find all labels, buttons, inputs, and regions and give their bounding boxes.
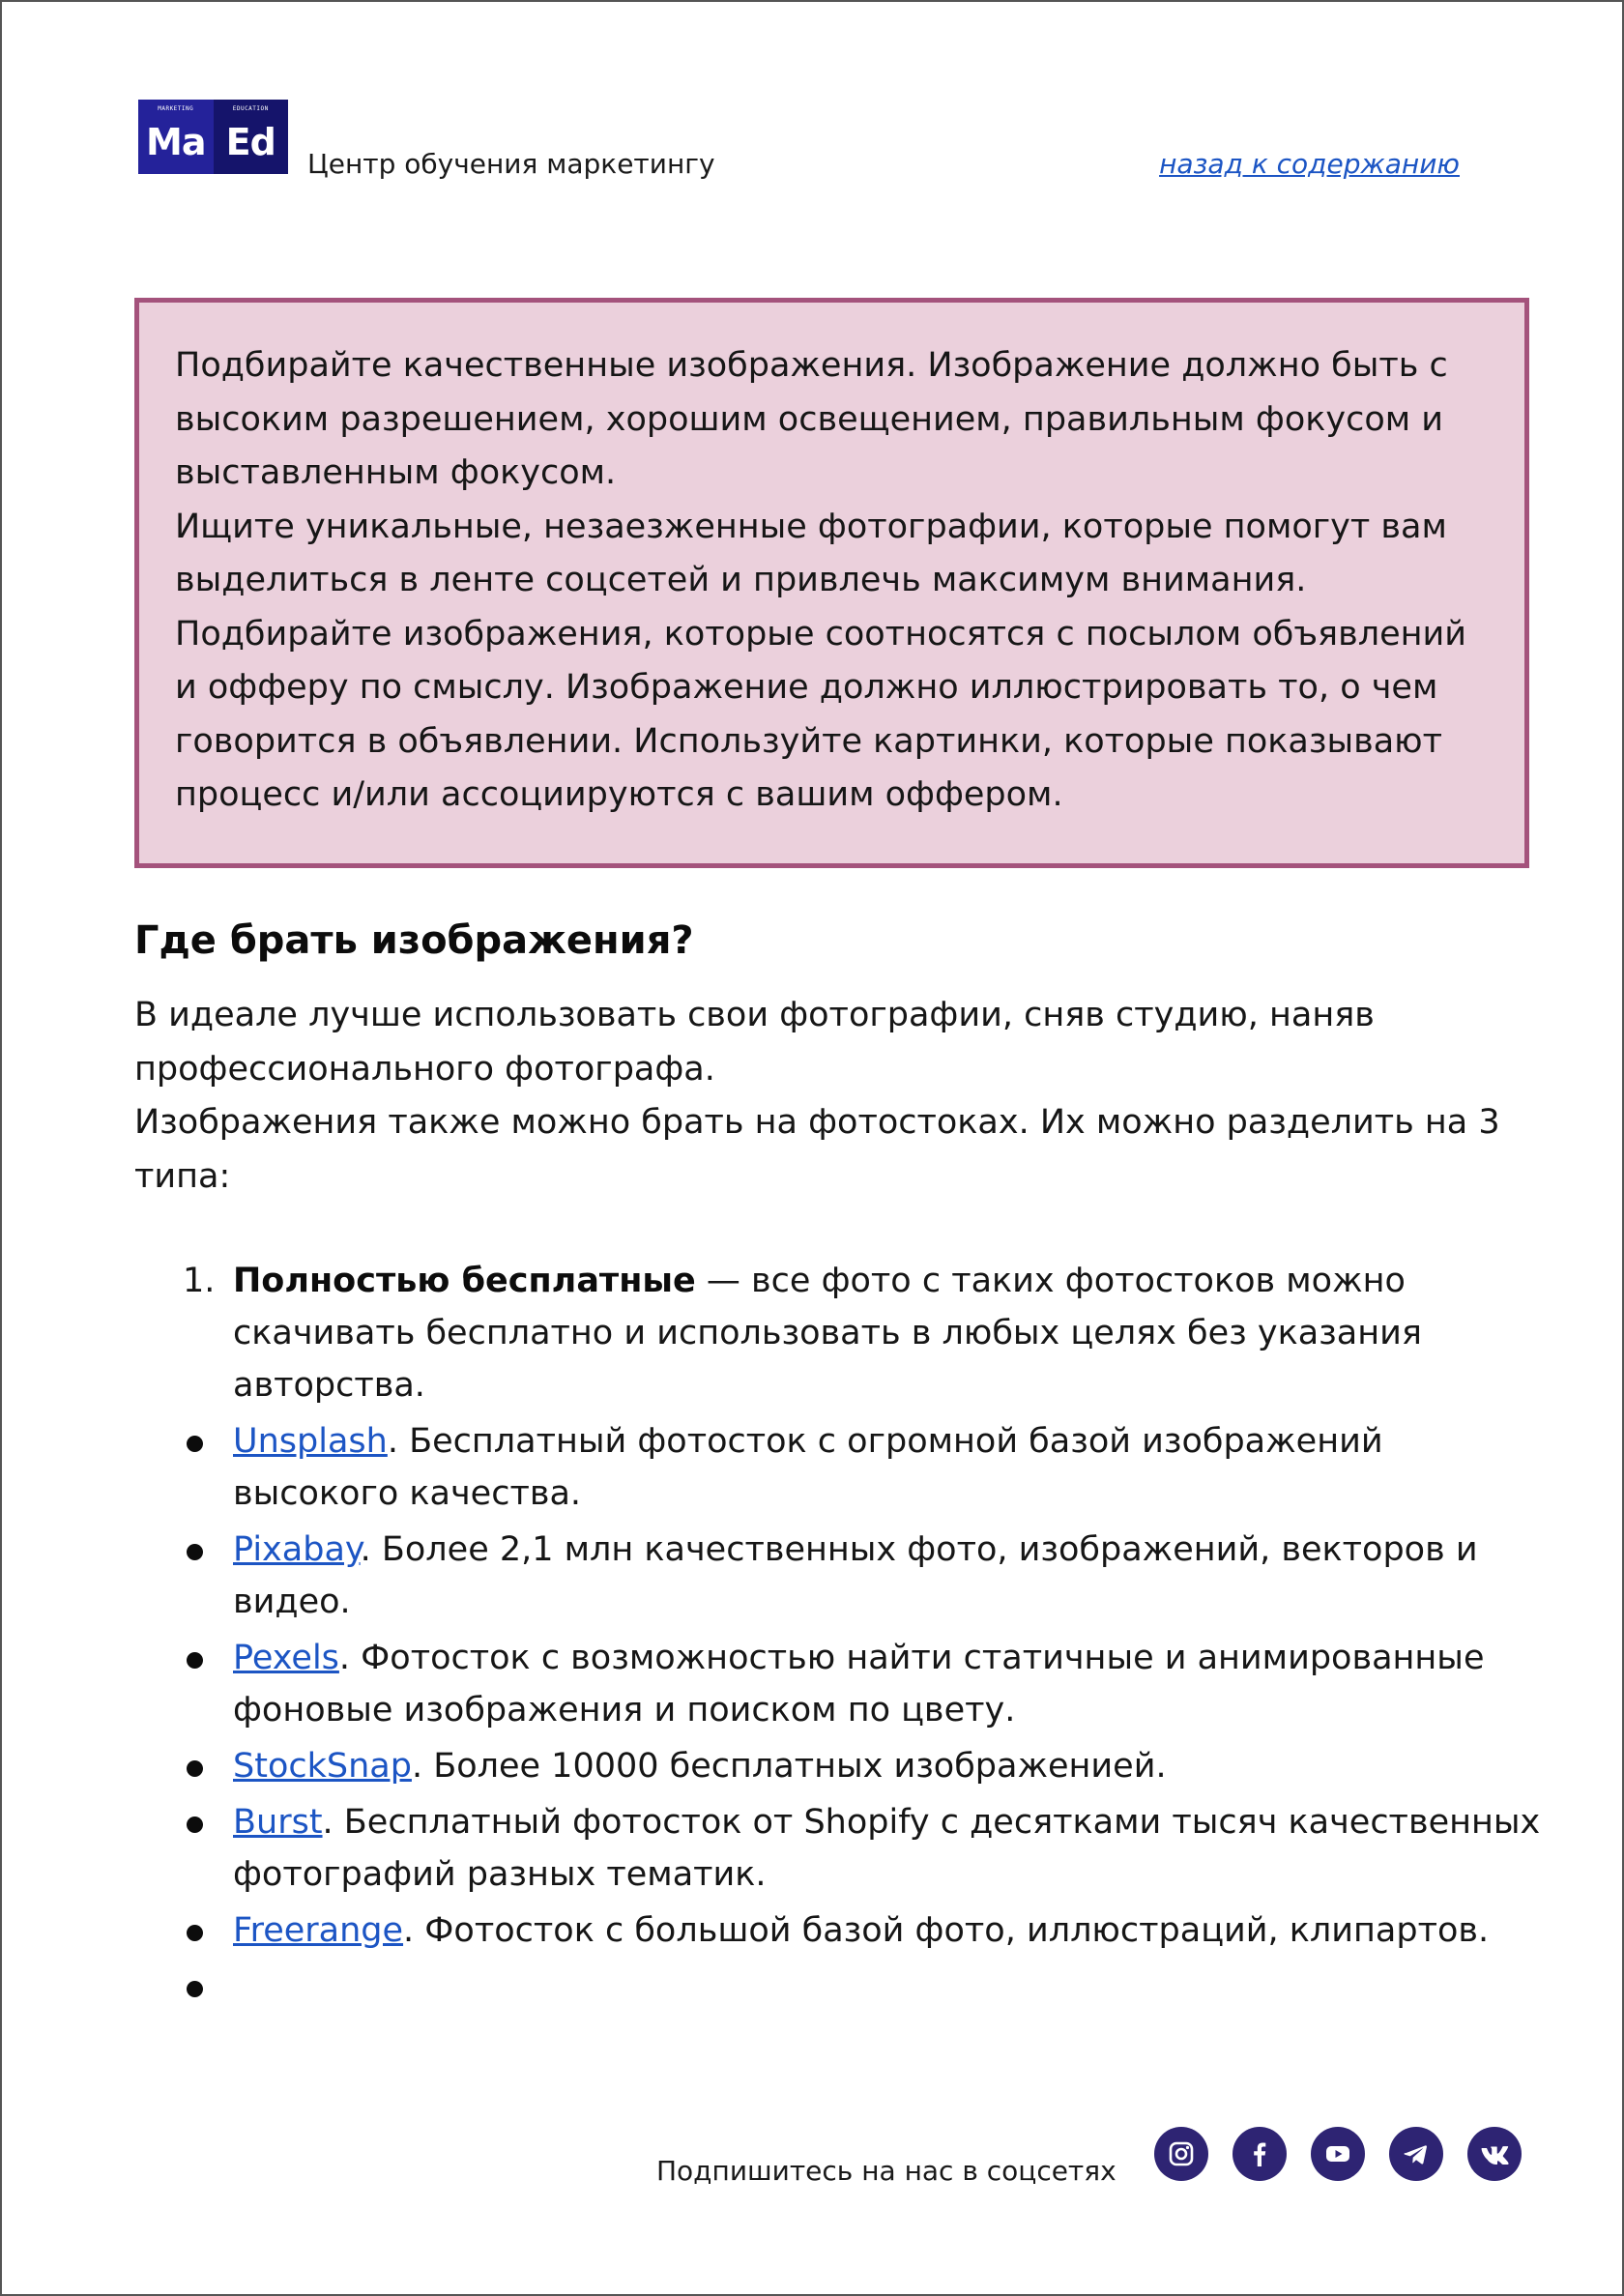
list-item-text: . Фотосток с возможностью найти статичные и анимированные фоновые изображения и поиском по цвету. (233, 1639, 1485, 1729)
social-links (1154, 2127, 1522, 2181)
list-item-bold: Полностью бесплатные (233, 1262, 696, 1300)
list-item-text: . Фотосток с большой базой фото, иллюстраций, клипартов. (403, 1911, 1490, 1950)
intro-paragraph: В идеале лучше использовать свои фотографии, сняв студию, наняв профессионального фотографа. (134, 996, 1375, 1089)
callout-paragraph: Подбирайте качественные изображения. Изображение должно быть с высоким разрешением, хорошим освещением, правильным фокусом и выставленным фокусом. (175, 346, 1448, 492)
subscribe-text: Подпишитесь на нас в соцсетях (656, 2155, 1116, 2187)
list-item-text: . Более 2,1 млн качественных фото, изображений, векторов и видео. (233, 1530, 1478, 1621)
pexels-link[interactable]: Pexels (233, 1639, 339, 1677)
logo-ed-block (214, 100, 289, 174)
stocksnap-link[interactable]: StockSnap (233, 1747, 412, 1786)
center-name: Центр обучения маркетингу (307, 148, 715, 180)
callout-paragraph: Подбирайте изображения, которые соотносятся с посылом объявлений и офферу по смыслу. Изображение должно иллюстрировать то, о чем говорится в объявлении. Используйте картинки, которые показывают процесс и/или ассоциируются с вашим оффером. (175, 614, 1467, 814)
logo-ma-block (138, 100, 214, 174)
burst-link[interactable]: Burst (233, 1803, 323, 1842)
list-item-text: . Бесплатный фотосток от Shopify с десятками тысяч качественных фотографий разных тематик. (233, 1803, 1541, 1894)
list-item-text: — все фото с таких фотостоков можно скачивать бесплатно и использовать в любых целях без указания авторства. (233, 1262, 1422, 1405)
section-intro (134, 989, 1536, 1204)
pixabay-link[interactable]: Pixabay (233, 1530, 361, 1569)
telegram-icon[interactable] (1389, 2127, 1443, 2181)
list-number: 1. (183, 1262, 216, 1300)
bullet-icon (187, 1652, 203, 1669)
bullet-icon (187, 1981, 203, 1997)
photostock-list (134, 1255, 1546, 2017)
bullet-icon (187, 1436, 203, 1452)
intro-paragraph: Изображения также можно брать на фотостоках. Их можно разделить на 3 типа: (134, 1103, 1500, 1196)
list-item (134, 1415, 1546, 1520)
callout-paragraph: Ищите уникальные, незаезженные фотографии, которые помогут вам выделиться в ленте соцсетей и привлечь максимум внимания. (175, 507, 1447, 599)
logo-ed-text: Ed (225, 121, 276, 163)
unsplash-link[interactable]: Unsplash (233, 1422, 388, 1461)
list-item (134, 1632, 1546, 1736)
list-item-text: . Более 10000 бесплатных изображенией. (411, 1747, 1167, 1786)
youtube-icon[interactable] (1311, 2127, 1365, 2181)
logo-marketing-text: MARKETING (158, 105, 194, 112)
list-item-text: . Бесплатный фотосток с огромной базой изображений высокого качества. (233, 1422, 1383, 1513)
bullet-icon (187, 1760, 203, 1777)
bullet-icon (187, 1544, 203, 1560)
back-to-contents-link[interactable]: назад к содержанию (1159, 148, 1460, 180)
section-title: Где брать изображения? (134, 918, 694, 963)
logo-education-text: EDUCATION (232, 105, 269, 112)
numbered-list-item (134, 1255, 1546, 1411)
empty-list-item (134, 1961, 1546, 2013)
vk-icon[interactable] (1467, 2127, 1522, 2181)
maed-logo (138, 100, 288, 174)
list-item (134, 1524, 1546, 1628)
list-item (134, 1740, 1546, 1792)
list-item (134, 1904, 1546, 1957)
list-item (134, 1796, 1546, 1901)
bullet-icon (187, 1816, 203, 1833)
bullet-icon (187, 1925, 203, 1941)
freerange-link[interactable]: Freerange (233, 1911, 404, 1950)
logo-ma-text: Ma (146, 121, 206, 163)
facebook-icon[interactable] (1232, 2127, 1287, 2181)
instagram-icon[interactable] (1154, 2127, 1208, 2181)
tips-callout (134, 298, 1529, 868)
